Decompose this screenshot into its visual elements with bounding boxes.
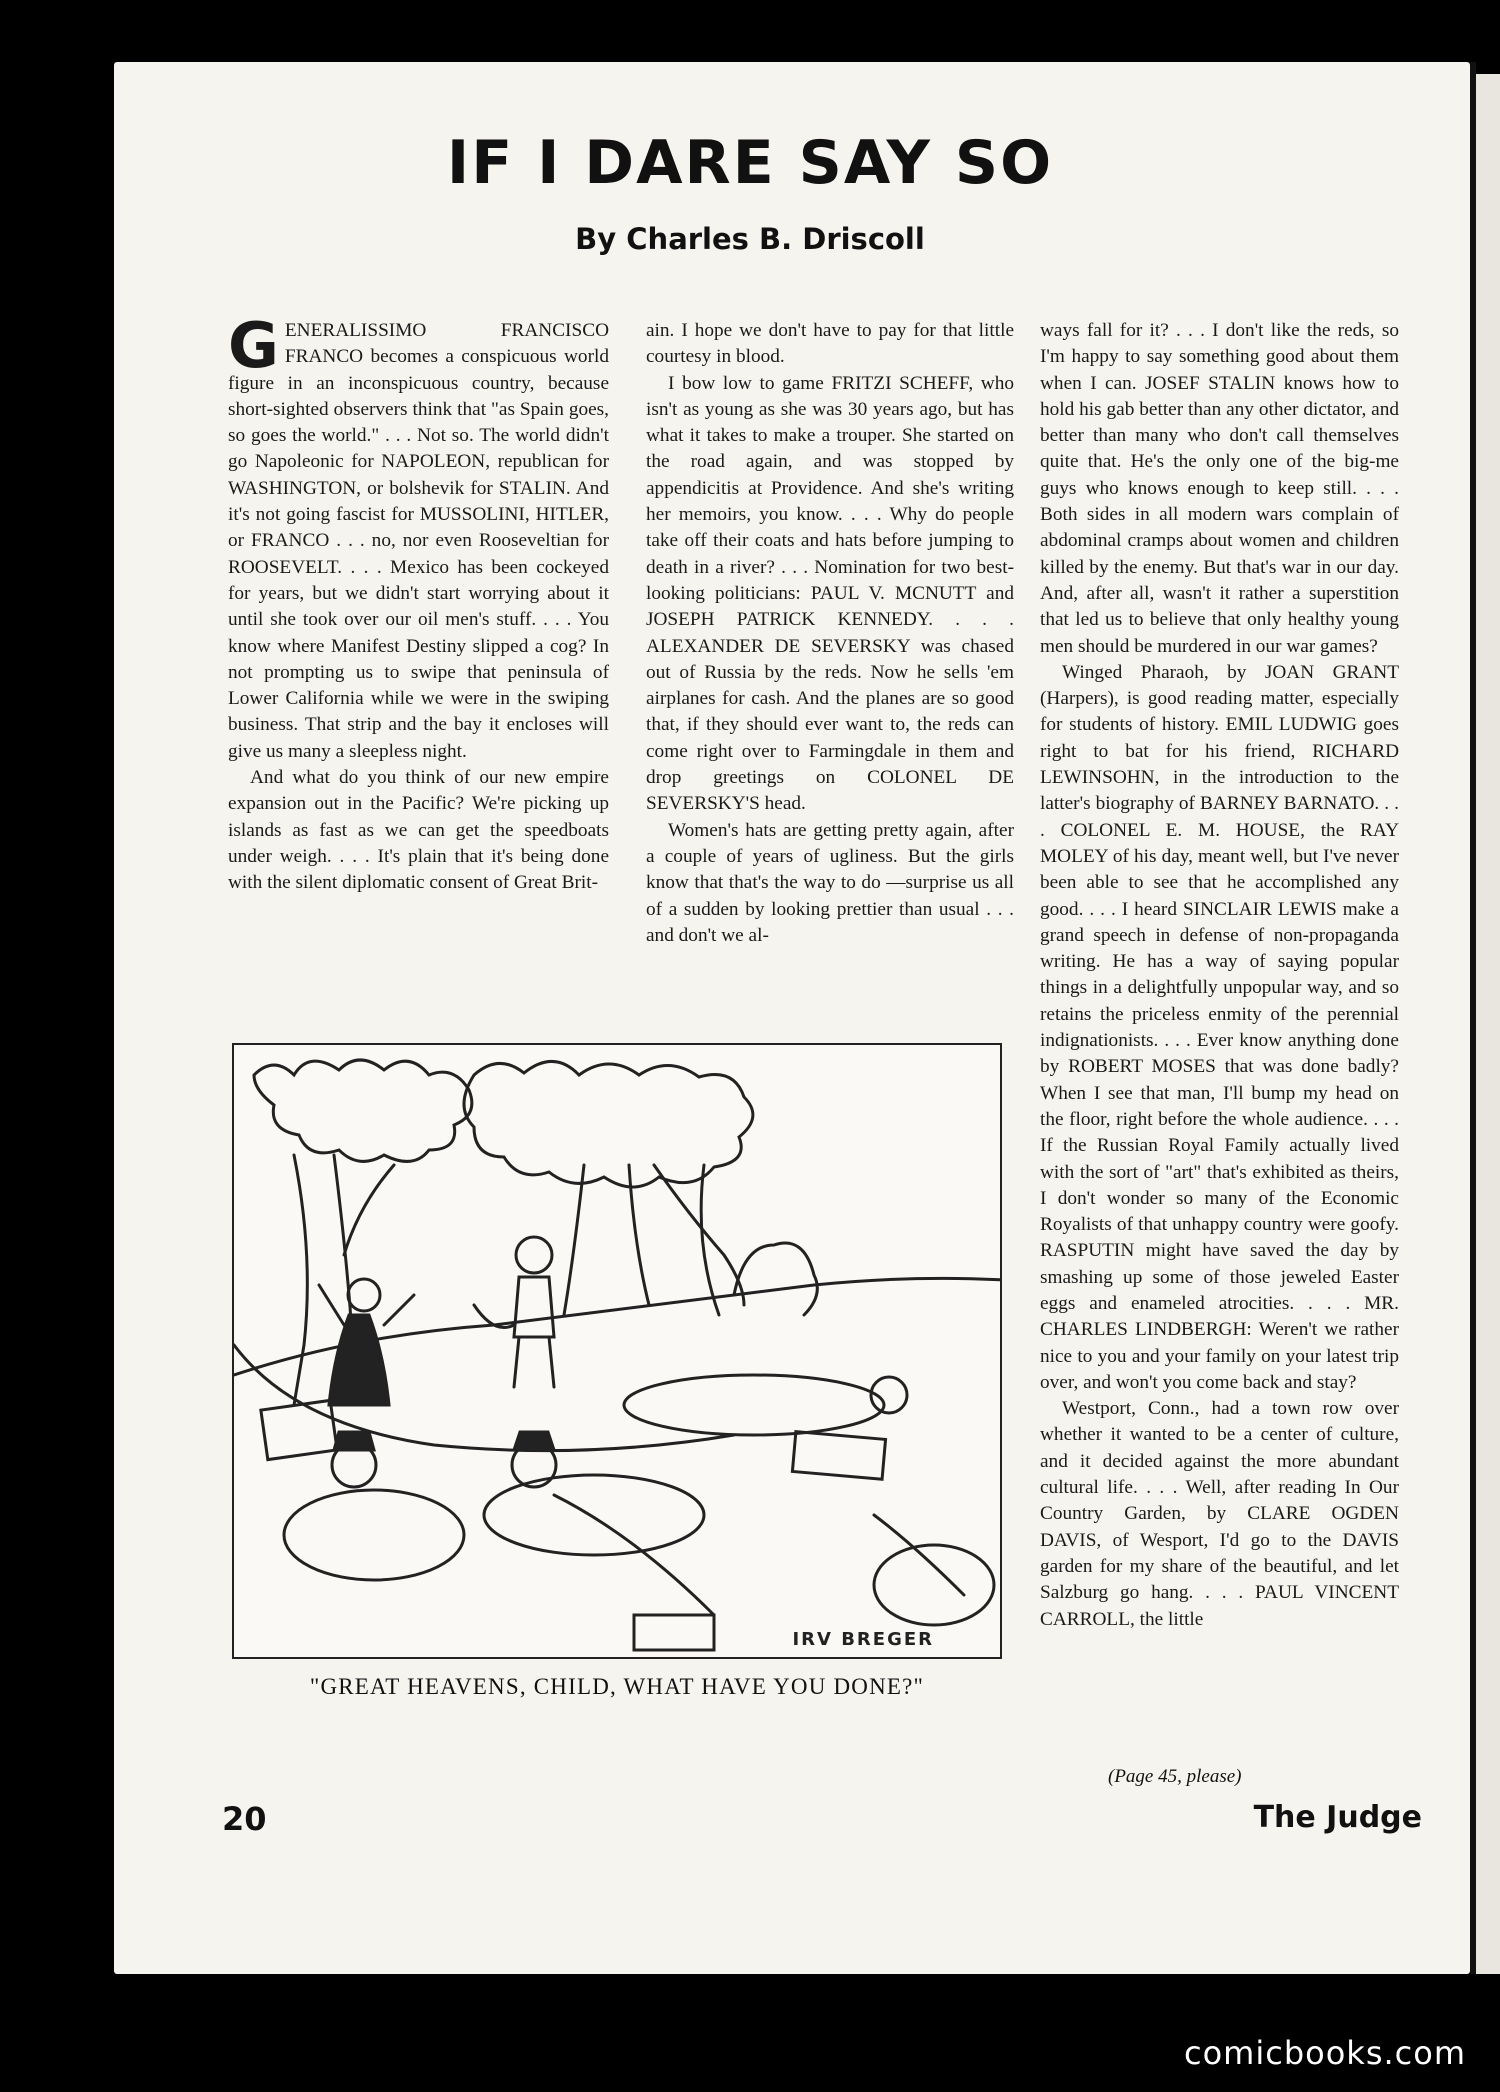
paragraph: ways fall for it? . . . I don't like the reds, so I'm happy to say something good about them when I can. JOSEF STALIN knows how to hold his gab better than any other dictator, and better than many who don't call themselves quite that. He's the only one of the big-me guys who knows enough to keep still. . . . Both sides in all modern wars complain of abdominal cramps about women and children killed by the enemy. But that's war in our day. And, after all, wasn't it rather a superstition that led us to believe that only healthy young men should be murdered in our war games?	[1040, 320, 1399, 657]
paragraph-text: ENERALISSIMO FRANCISCO FRANCO becomes a conspicuous world figure in an inconspicuous country, because short-sighted observers think that "as Spain goes, so goes the world." . . . Not so. The world didn't go Napoleonic for NAPOLEON, republican for WASHINGTON, or bolshevik for STALIN. And it's not going fascist for MUSSOLINI, HITLER, or FRANCO . . . no, nor even Rooseveltian for ROOSEVELT. . . . Mexico has been cockeyed for years, but we didn't start worrying about it until she took over our oil men's stuff. . . . You know where Manifest Destiny slipped a cog? In not prompting us to swipe that peninsula of Lower California while we were in the swiping business. That strip and the bay it encloses will give us many a sleepless night.	[228, 320, 609, 762]
paragraph: Women's hats are getting pretty again, after a couple of years of ugliness. But the girls know that that's the way to do —surprise us all of a sudden by looking prettier than usual . . . and don't we al-	[646, 819, 1014, 946]
paragraph: I bow low to game FRITZI SCHEFF, who isn't as young as she was 30 years ago, but has what it takes to make a trouper. She started on the road again, and was stopped by appendicitis at Providence. And she's writing her memoirs, you know. . . . Why do people take off their coats and hats before jumping to death in a river? . . . Nomination for two best-looking politicians: PAUL V. MCNUTT and JOSEPH PATRICK KENNEDY. . . . ALEXANDER DE SEVERSKY was chased out of Russia by the reds. Now he sells 'em airplanes for cash. And the planes are so good that, if they should ever want to, the reds can come right over to Farmingdale in them and drop greetings on COLONEL DE SEVERSKY'S head.	[646, 372, 1014, 815]
text-column-2	[646, 318, 1014, 949]
text-column-1	[228, 309, 609, 897]
text-column-3	[1040, 318, 1399, 1633]
paragraph: Westport, Conn., had a town row over whether it wanted to be a center of culture, and it decided against the more abundant cultural life. . . . Well, after reading In Our Country Garden, by CLARE OGDEN DAVIS, of Wesport, I'd go to the DAVIS garden for my share of the beautiful, and let Salzburg go hang. . . . PAUL VINCENT CARROLL, the little	[1040, 1398, 1399, 1630]
paragraph	[228, 309, 609, 765]
cartoon-illustration	[232, 1043, 1002, 1659]
cartoon-caption: "GREAT HEAVENS, CHILD, WHAT HAVE YOU DONE?"	[309, 1674, 925, 1699]
site-watermark: comicbooks.com	[1183, 2034, 1466, 2072]
cartoon-drawing	[234, 1045, 1000, 1657]
paragraph: Winged Pharaoh, by JOAN GRANT (Harpers), is good reading matter, especially for students of history. EMIL LUDWIG goes right to bat for his friend, RICHARD LEWINSOHN, in the introduction to the latter's biography of BARNEY BARNATO. . . . COLONEL E. M. HOUSE, the RAY MOLEY of his day, meant well, but I've never been able to see that he accomplished any good. . . . I heard SINCLAIR LEWIS make a grand speech in defense of non-propaganda writing. He has a way of saying popular things in a delightfully unpopular way, and so retains the priceless enmity of the perennial indignationists. . . . Ever know anything done by ROBERT MOSES that was done badly? When I see that man, I'll bump my head on the floor, right before the whole audience. . . . If the Russian Royal Family actually lived with the sort of "art" that's exhibited as theirs, I don't wonder so many of the Economic Royalists of that unhappy country were goofy. RASPUTIN might have saved the day by smashing up some of those jeweled Easter eggs and enameled atrocities. . . . MR. CHARLES LINDBERGH: Weren't we rather nice to you and your family on your latest trip over, and won't you come back and stay?	[1040, 661, 1399, 1393]
magazine-name: The Judge	[1253, 1800, 1422, 1835]
paragraph: ain. I hope we don't have to pay for that little courtesy in blood.	[646, 320, 1014, 368]
drop-cap: G	[228, 309, 279, 382]
article-title: IF I DARE SAY SO	[446, 128, 1054, 198]
artist-signature: IRV BREGER	[792, 1629, 934, 1650]
continued-note: (Page 45, please)	[1108, 1766, 1242, 1787]
facing-page-edge	[1476, 74, 1500, 1974]
page-number: 20	[222, 1800, 267, 1838]
article-byline: By Charles B. Driscoll	[575, 222, 925, 256]
paragraph: And what do you think of our new empire expansion out in the Pacific? We're picking up islands as fast as we can get the speedboats under weigh. . . . It's plain that it's being done with the silent diplomatic consent of Great Brit-	[228, 767, 609, 894]
